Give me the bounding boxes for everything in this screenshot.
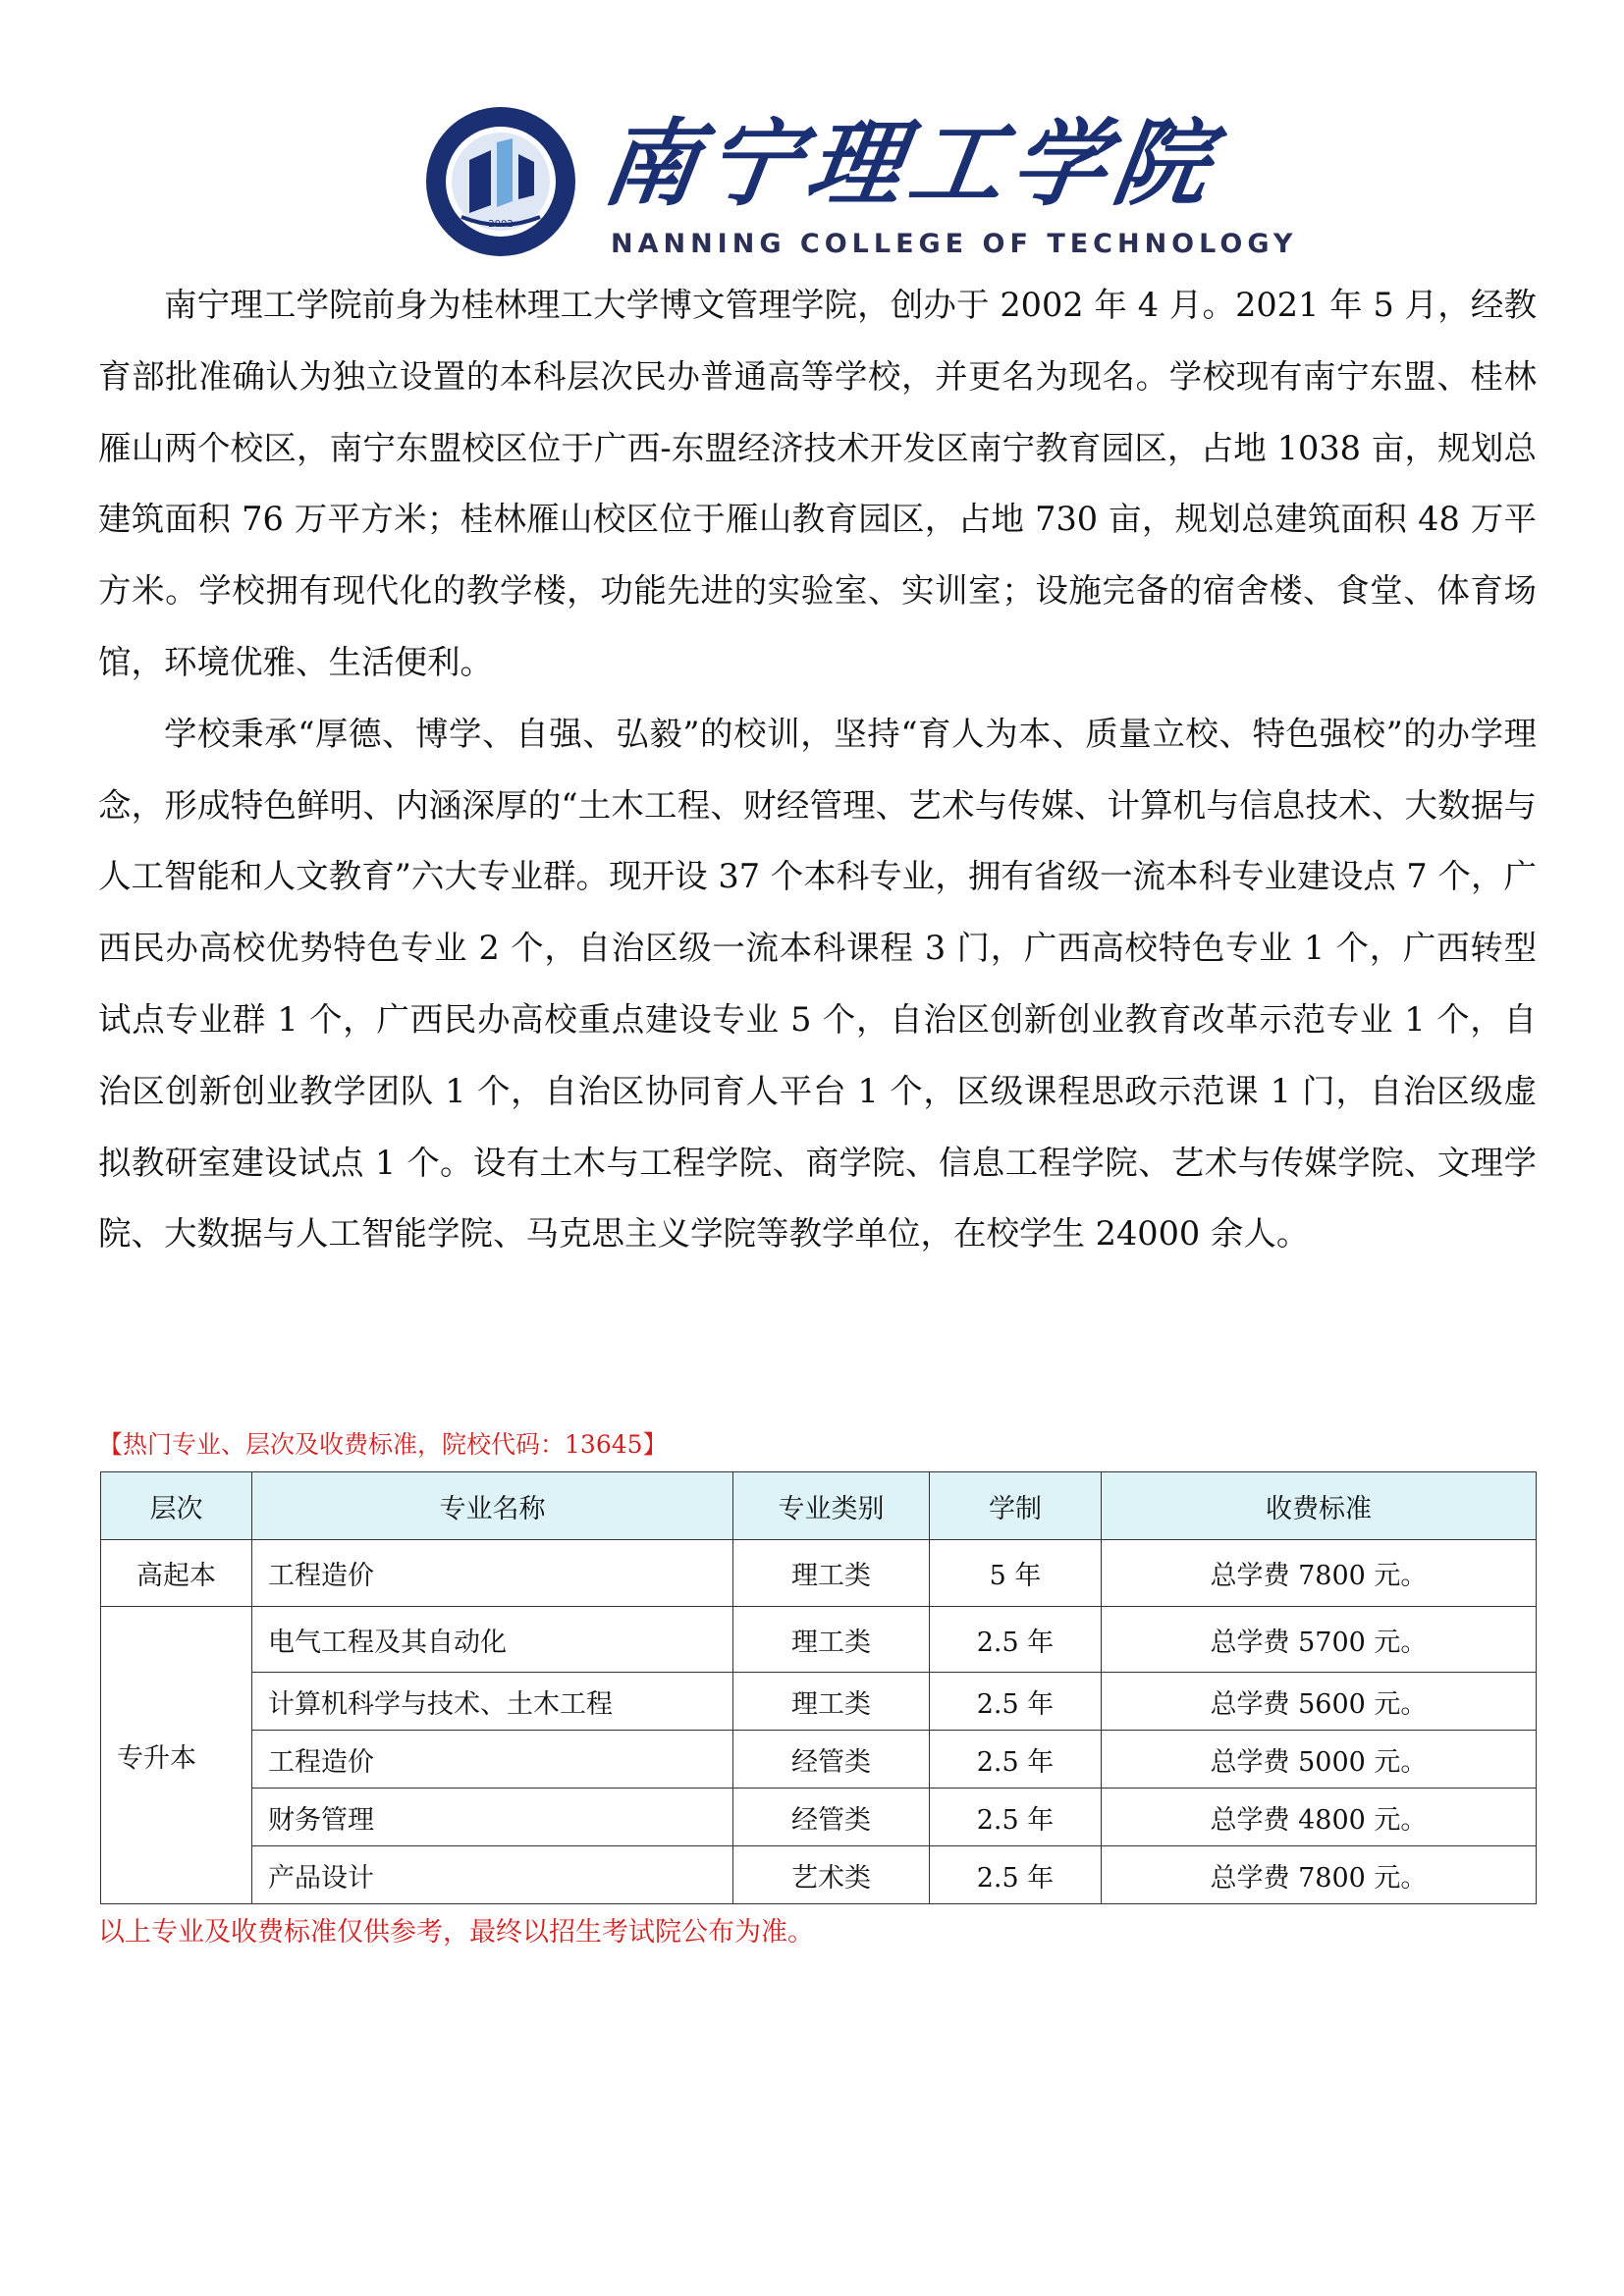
- category-cell: 经管类: [733, 1731, 930, 1789]
- major-cell: 工程造价: [252, 1731, 733, 1789]
- table-row: [101, 1673, 1537, 1731]
- major-cell: 产品设计: [252, 1846, 733, 1904]
- intro-section: [98, 270, 1537, 1270]
- table-row: [101, 1846, 1537, 1904]
- table-row: [101, 1789, 1537, 1846]
- major-cell: 工程造价: [252, 1540, 733, 1607]
- fee-cell: 总学费 5000 元。: [1102, 1731, 1537, 1789]
- table-header-row: [101, 1472, 1537, 1540]
- header-fee: 收费标准: [1102, 1472, 1537, 1540]
- category-cell: 艺术类: [733, 1846, 930, 1904]
- svg-text:2002: 2002: [488, 219, 514, 230]
- category-cell: 理工类: [733, 1540, 930, 1607]
- duration-cell: 5 年: [930, 1540, 1102, 1607]
- header-duration: 学制: [930, 1472, 1102, 1540]
- duration-cell: 2.5 年: [930, 1789, 1102, 1846]
- major-cell: 财务管理: [252, 1789, 733, 1846]
- category-cell: 理工类: [733, 1673, 930, 1731]
- duration-cell: 2.5 年: [930, 1731, 1102, 1789]
- school-name-english: NANNING COLLEGE OF TECHNOLOGY: [611, 229, 1298, 259]
- category-cell: 经管类: [733, 1789, 930, 1846]
- duration-cell: 2.5 年: [930, 1846, 1102, 1904]
- intro-paragraph-2: 学校秉承“厚德、博学、自强、弘毅”的校训，坚持“育人为本、质量立校、特色强校”的办学理念，形成特色鲜明、内涵深厚的“土木工程、财经管理、艺术与传媒、计算机与信息技术、大数据与人工智能和人文教育”六大专业群。现开设 37 个本科专业，拥有省级一流本科专业建设点 7 个，广西民办高校优势特色专业 2 个，自治区级一流本科课程 3 门，广西高校特色专业 1 个，广西转型试点专业群 1 个，广西民办高校重点建设专业 5 个，自治区创新创业教育改革示范专业 1 个，自治区创新创业教学团队 1 个，自治区协同育人平台 1 个，区级课程思政示范课 1 门，自治区级虚拟教研室建设试点 1 个。设有土木与工程学院、商学院、信息工程学院、艺术与传媒学院、文理学院、大数据与人工智能学院、马克思主义学院等教学单位，在校学生 24000 余人。: [98, 714, 1537, 1254]
- school-emblem-icon: [422, 103, 579, 260]
- major-cell: 电气工程及其自动化: [252, 1607, 733, 1673]
- fee-cell: 总学费 5700 元。: [1102, 1607, 1537, 1673]
- fee-cell: 总学费 7800 元。: [1102, 1540, 1537, 1607]
- fee-cell: 总学费 7800 元。: [1102, 1846, 1537, 1904]
- fee-cell: 总学费 4800 元。: [1102, 1789, 1537, 1846]
- duration-cell: 2.5 年: [930, 1607, 1102, 1673]
- header-category: 专业类别: [733, 1472, 930, 1540]
- header-major: 专业名称: [252, 1472, 733, 1540]
- header-level: 层次: [101, 1472, 252, 1540]
- level-cell: 专升本: [101, 1607, 252, 1904]
- school-header: [422, 103, 1298, 260]
- intro-paragraph-1: 南宁理工学院前身为桂林理工大学博文管理学院，创办于 2002 年 4 月。2021 年 5 月，经教育部批准确认为独立设置的本科层次民办普通高等学校，并更名为现名。学校现有南宁东盟、桂林雁山两个校区，南宁东盟校区位于广西-东盟经济技术开发区南宁教育园区，占地 1038 亩，规划总建筑面积 76 万平方米；桂林雁山校区位于雁山教育园区，占地 730 亩，规划总建筑面积 48 万平方米。学校拥有现代化的教学楼，功能先进的实验室、实训室；设施完备的宿舍楼、食堂、体育场馆，环境优雅、生活便利。: [98, 286, 1537, 681]
- fee-disclaimer: 以上专业及收费标准仅供参考，最终以招生考试院公布为准。: [98, 1917, 814, 1948]
- fee-table: [100, 1471, 1537, 1904]
- major-cell: 计算机科学与技术、土木工程: [252, 1673, 733, 1731]
- level-cell: 高起本: [101, 1540, 252, 1607]
- table-row: [101, 1607, 1537, 1673]
- category-cell: 理工类: [733, 1607, 930, 1673]
- school-name-calligraphy: 南宁理工学院: [596, 108, 1224, 219]
- table-row: [101, 1731, 1537, 1789]
- fee-table-title: 【热门专业、层次及收费标准，院校代码：13645】: [98, 1430, 668, 1459]
- fee-cell: 总学费 5600 元。: [1102, 1673, 1537, 1731]
- duration-cell: 2.5 年: [930, 1673, 1102, 1731]
- table-row: [101, 1540, 1537, 1607]
